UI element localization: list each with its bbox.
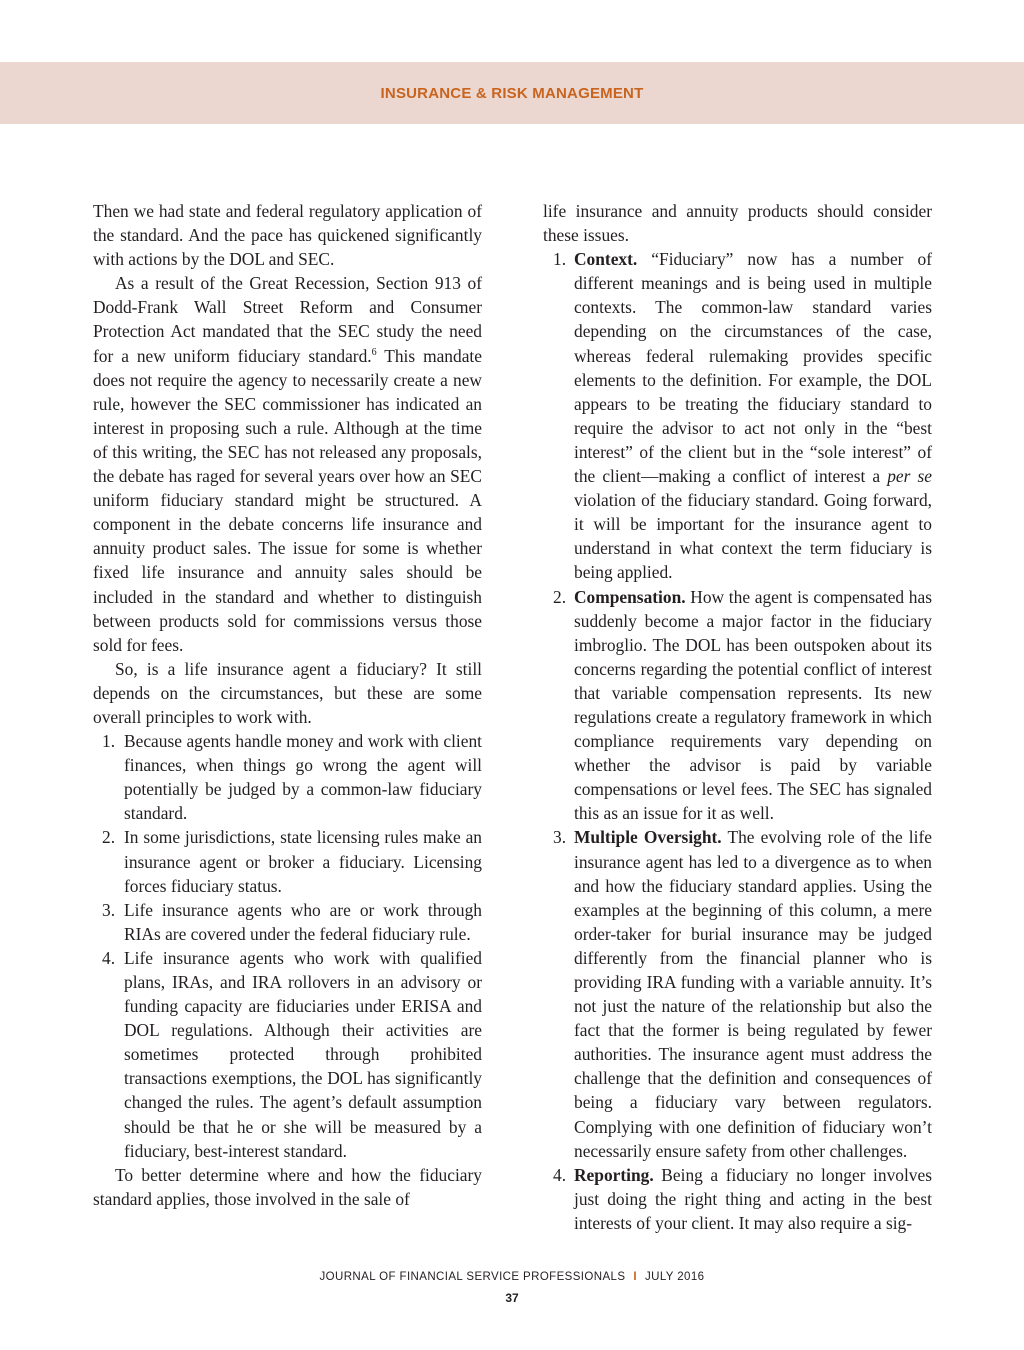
footer-separator: I — [633, 1271, 637, 1283]
list-item — [93, 729, 482, 825]
list-number: 4. — [553, 1164, 567, 1185]
page-number: 37 — [505, 1291, 519, 1305]
list-text: In some jurisdictions, state licensing rules make an insurance agent or broker a fiduciary. Licensing forces fiduciary status. — [124, 827, 482, 896]
list-item — [543, 585, 932, 826]
list-text: violation of the fiduciary standard. Going forward, it will be important for the insurance agent to understand in what context the term fiduciary is being applied. — [574, 490, 932, 583]
list-number: 3. — [102, 899, 116, 920]
paragraph-text: This mandate does not require the agency to necessarily create a new rule, however the SEC commissioner has indicated an interest in proposing such a rule. Although at the time of this writing, the SEC has not released any proposals, the debate has raged for several years over how an SEC uniform fiduciary standard might be structured. A component in the debate concerns life insurance and annuity product sales. The issue for some is whether fixed life insurance and annuity sales should be included in the standard and whether to distinguish between products sold for commissions versus those sold for fees. — [93, 345, 482, 655]
paragraph: Then we had state and federal regulatory application of the standard. And the pace has quickened significantly with actions by the DOL and SEC. — [93, 201, 482, 270]
paragraph-text: As a result of the Great Recession, Section 913 of Dodd-Frank Wall Street Reform and Consumer Protection Act mandated that the SEC study the need for a new uniform fiduciary standard. — [93, 273, 482, 366]
list-text: The evolving role of the life insurance agent has led to a divergence as to when and how the fiduciary standard applies. Using the examples at the beginning of this column, a mere order-taker for burial insurance may be judged differently from the financial planner who is providing IRA funding with a variable annuity. It’s not just the nature of the relationship but also the fact that the former is being regulated by fewer authorities. The insurance agent must address the challenge that the definition and consequences of being a fiduciary vary between regulators. Complying with one definition of fiduciary won’t necessarily ensure safety from other challenges. — [574, 827, 932, 1161]
principles-list — [93, 729, 482, 1163]
list-number: 2. — [553, 586, 567, 607]
list-item — [93, 825, 482, 897]
list-text: Being a fiduciary no longer involves just doing the right thing and acting in the best interests of your client. It may also require a sig- — [574, 1164, 932, 1233]
list-number: 4. — [102, 947, 116, 968]
left-column — [93, 199, 482, 1211]
paragraph: So, is a life insurance agent a fiduciary? It still depends on the circumstances, but these are some overall principles to work with. — [93, 658, 482, 727]
list-item — [93, 946, 482, 1163]
journal-name: JOURNAL OF FINANCIAL SERVICE PROFESSIONALS — [319, 1271, 626, 1283]
list-number: 2. — [102, 827, 116, 848]
list-text: Life insurance agents who work with qualified plans, IRAs, and IRA rollovers in an advisory or funding capacity are fiduciaries under ERISA and DOL regulations. Although their activities are sometimes protected through prohibited transactions exemptions, the DOL has significantly changed the rules. The agent’s default assumption should be that he or she will be measured by a fiduciary, best-interest standard. — [124, 947, 482, 1161]
list-item — [543, 1163, 932, 1235]
list-item — [543, 825, 932, 1162]
list-item — [93, 898, 482, 946]
paragraph: life insurance and annuity products should consider these issues. — [543, 201, 932, 246]
footnote-ref: 6 — [371, 346, 377, 358]
section-title: INSURANCE & RISK MANAGEMENT — [380, 85, 644, 102]
list-number: 3. — [553, 827, 567, 848]
right-column — [543, 199, 932, 1235]
list-number: 1. — [553, 249, 567, 270]
list-text: How the agent is compensated has suddenly become a major factor in the fiduciary imbroglio. The DOL has been outspoken about its concerns regarding the potential conflict of interest that variable compensation represents. Its new regulations create a regulatory framework in which compliance requirements vary depending on whether the advisor is paid by variable compensations or level fees. The SEC has signaled this as an issue for it as well. — [574, 586, 932, 824]
list-text: “Fiduciary” now has a number of different meanings and is being used in multiple contexts. The common-law standard varies depending on the circumstances of the case, whereas federal rulemaking provides specific elements to the definition. For example, the DOL appears to be treating the fiduciary standard to require the advisor to act not only in the “best interest” of the client but in the “sole interest” of the client—making a conflict of interest a — [574, 249, 932, 487]
list-item-title: Multiple Oversight. — [574, 827, 722, 848]
list-text: Life insurance agents who are or work through RIAs are covered under the federal fiduciary rule. — [124, 899, 482, 944]
issues-list — [543, 247, 932, 1235]
list-number: 1. — [102, 731, 116, 752]
list-item-title: Reporting. — [574, 1164, 654, 1185]
paragraph — [93, 271, 482, 657]
issue-date: JULY 2016 — [645, 1271, 705, 1283]
list-text-italic: per se — [887, 466, 932, 487]
page-footer — [0, 1271, 1024, 1283]
list-item — [543, 247, 932, 584]
list-item-title: Compensation. — [574, 586, 686, 607]
list-text: Because agents handle money and work with client finances, when things go wrong the agent will potentially be judged by a common-law fiduciary standard. — [124, 731, 482, 824]
paragraph: To better determine where and how the fiduciary standard applies, those involved in the sale of — [93, 1164, 482, 1209]
list-item-title: Context. — [574, 249, 638, 270]
